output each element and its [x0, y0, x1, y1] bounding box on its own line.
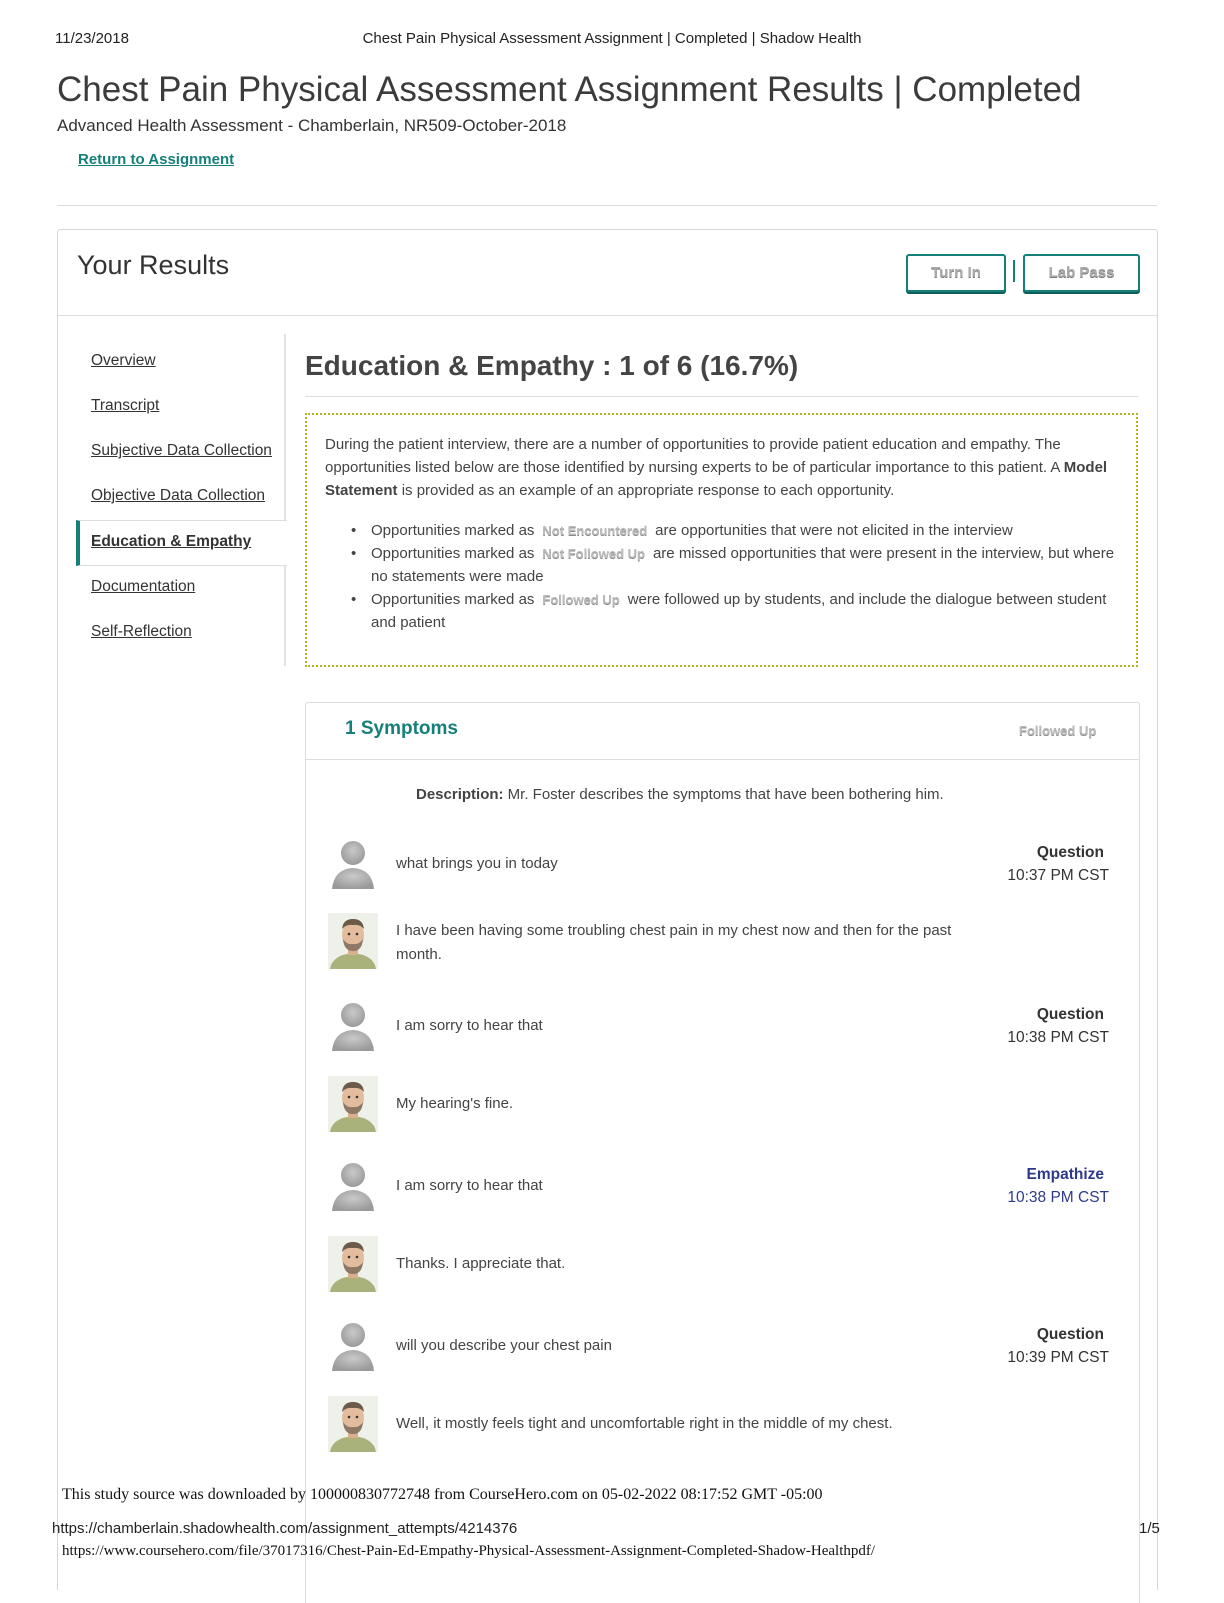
- message-text: Well, it mostly feels tight and uncomfortable right in the middle of my chest.: [396, 1415, 893, 1432]
- legend-list: [325, 519, 1125, 634]
- sidebar-item-overview[interactable]: Overview: [91, 352, 156, 369]
- lab-pass-button[interactable]: Lab Pass: [1023, 254, 1140, 292]
- sidebar-item-label: Education & Empathy: [91, 533, 252, 550]
- message-meta: [1007, 1163, 1109, 1209]
- sidebar-item-objective-data[interactable]: Objective Data Collection: [91, 487, 266, 504]
- page-subtitle: Advanced Health Assessment - Chamberlain, NR509-October-2018: [57, 116, 567, 135]
- student-avatar-icon: [328, 997, 378, 1053]
- model-statement-label: Model Statement: [325, 459, 1108, 499]
- message-timestamp: 10:38 PM CST: [1007, 1189, 1109, 1206]
- turn-in-button[interactable]: Turn In: [906, 254, 1006, 292]
- message-text: I am sorry to hear that: [396, 1177, 543, 1194]
- sidebar-item-subjective-data[interactable]: Subjective Data Collection: [91, 442, 272, 459]
- footer-url: https://chamberlain.shadowhealth.com/assignment_attempts/4214376: [52, 1520, 518, 1537]
- sidebar-item-self-reflection[interactable]: Self-Reflection: [91, 623, 192, 640]
- status-badge: Not Encountered: [542, 523, 648, 538]
- return-to-assignment-link[interactable]: Return to Assignment: [78, 151, 235, 168]
- message-text: what brings you in today: [396, 855, 558, 872]
- sidebar-item-documentation[interactable]: Documentation: [91, 578, 196, 595]
- sidebar-item-transcript[interactable]: Transcript: [91, 397, 160, 414]
- student-message: [306, 997, 1139, 1057]
- results-title: Your Results: [77, 250, 230, 280]
- message-text: I have been having some troubling chest pain in my chest now and then for the past month.: [396, 922, 952, 963]
- message-timestamp: 10:38 PM CST: [1007, 1029, 1109, 1046]
- message-type-label: Question: [1036, 1326, 1104, 1343]
- intro-text: During the patient interview, there are a number of opportunities to provide patient education and empathy. The opportunities listed below are those identified by nursing experts to be of particular importance to this patient. A Model Statement is provided as an example of an appropriate response to each opportunity.: [325, 436, 1108, 499]
- patient-message: [306, 1396, 1139, 1456]
- message-meta: [1007, 1003, 1109, 1049]
- message-meta: [1007, 1323, 1109, 1369]
- coursehero-url: https://www.coursehero.com/file/37017316/Chest-Pain-Ed-Empathy-Physical-Assessment-Assignment-Completed-Shadow-Healthpdf/: [62, 1543, 876, 1559]
- patient-avatar-icon: [328, 1076, 378, 1132]
- message-type-label: Empathize: [1026, 1166, 1104, 1183]
- list-item: • Opportunities marked as Not Followed Up are missed opportunities that were present in the interview, but where no statements were made: [325, 542, 1125, 588]
- print-header-title: Chest Pain Physical Assessment Assignment | Completed | Shadow Health: [362, 30, 862, 47]
- message-timestamp: 10:37 PM CST: [1007, 867, 1109, 884]
- card-title: 1 Symptoms: [345, 718, 458, 739]
- sidebar-item-education-empathy[interactable]: [76, 520, 287, 566]
- button-separator: [1013, 260, 1015, 282]
- page-number: 1/5: [1139, 1520, 1160, 1537]
- list-item: • Opportunities marked as Followed Up were followed up by students, and include the dialogue between student and patient: [325, 588, 1125, 634]
- student-message: [306, 1157, 1139, 1217]
- patient-avatar-icon: [328, 1396, 378, 1452]
- section-title: Education & Empathy : 1 of 6 (16.7%): [305, 350, 799, 381]
- results-panel: [57, 229, 1158, 1590]
- message-type-label: Question: [1036, 1006, 1104, 1023]
- study-source-note: This study source was downloaded by 100000830772748 from CourseHero.com on 05-02-2022 08:17:52 GMT -05:00: [62, 1486, 823, 1503]
- info-box: [305, 413, 1138, 667]
- student-avatar-icon: [328, 1157, 378, 1213]
- patient-avatar-icon: [328, 913, 378, 969]
- patient-message: [306, 913, 1139, 973]
- card-header: [306, 703, 1139, 760]
- status-badge: Followed Up: [542, 592, 620, 607]
- sidebar-nav: [76, 334, 286, 666]
- print-date: 11/23/2018: [55, 30, 129, 47]
- results-header: [58, 230, 1157, 316]
- section-divider: [305, 396, 1138, 397]
- student-message: [306, 1317, 1139, 1377]
- divider: [57, 205, 1157, 206]
- student-message: [306, 835, 1139, 895]
- list-item: • Opportunities marked as Not Encountered are opportunities that were not elicited in the interview: [325, 519, 1125, 542]
- opportunity-card: [305, 702, 1140, 1603]
- status-badge: Followed Up: [1019, 723, 1097, 738]
- message-text: I am sorry to hear that: [396, 1017, 543, 1034]
- message-type-label: Question: [1036, 844, 1104, 861]
- patient-message: [306, 1236, 1139, 1296]
- message-text: Thanks. I appreciate that.: [396, 1255, 566, 1272]
- student-avatar-icon: [328, 835, 378, 891]
- message-meta: [1007, 841, 1109, 887]
- message-text: will you describe your chest pain: [396, 1337, 612, 1354]
- patient-avatar-icon: [328, 1236, 378, 1292]
- status-badge: Not Followed Up: [542, 546, 645, 561]
- card-description: Description: Mr. Foster describes the symptoms that have been bothering him.: [416, 786, 944, 803]
- student-avatar-icon: [328, 1317, 378, 1373]
- page-title: Chest Pain Physical Assessment Assignment Results | Completed: [57, 70, 1082, 109]
- message-text: My hearing's fine.: [396, 1095, 514, 1112]
- patient-message: [306, 1076, 1139, 1136]
- message-timestamp: 10:39 PM CST: [1007, 1349, 1109, 1366]
